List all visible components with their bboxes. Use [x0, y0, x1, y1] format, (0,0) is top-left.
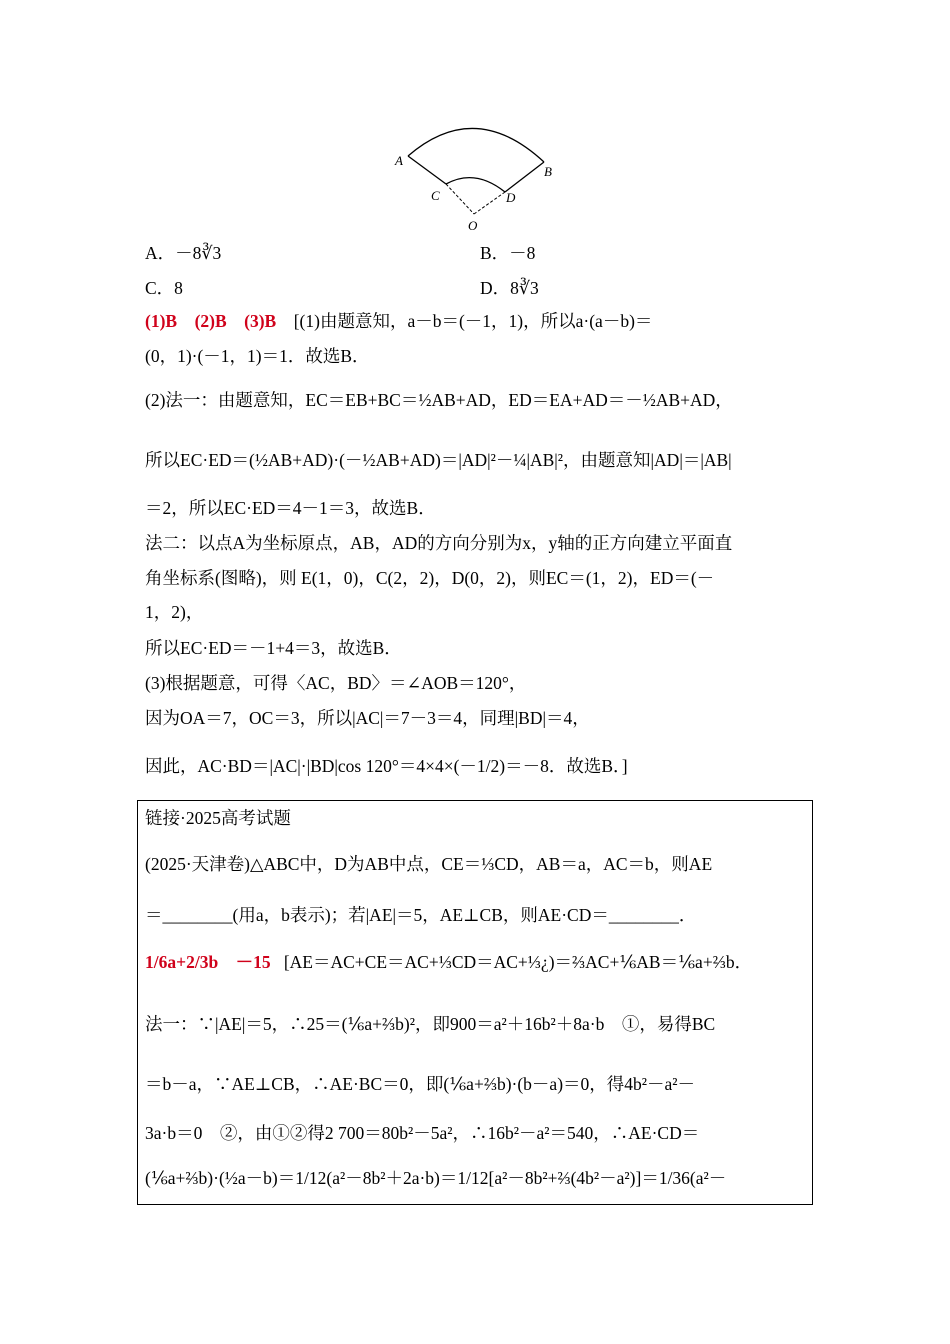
label-C: C — [431, 188, 440, 203]
segment-DO — [474, 192, 505, 214]
answer-line-5: ＝2，所以EC·ED＝4－1＝3，故选B． — [145, 498, 436, 518]
box-solution-2: 法一：∵|AE|＝5，∴25＝(⅙a+⅔b)²，即900＝a²＋16b²＋8a·b ①，易得BC — [145, 1014, 716, 1034]
option-b: B．－8 — [480, 243, 536, 263]
box-title: 链接·2025高考试题 — [145, 808, 291, 828]
box-answer: 1/6a+2/3b －15 — [145, 952, 271, 972]
box-solution-5: (⅙a+⅔b)·(½a－b)＝1/12(a²－8b²＋2a·b)＝1/12[a²－8b²+⅔(4b²－a²)]＝1/36(a²－ — [145, 1168, 727, 1188]
box-question-1: (2025·天津卷)△ABC中，D为AB中点，CE＝⅓CD，AB＝a，AC＝b，则AE — [145, 854, 713, 874]
option-a: A．－8∛3 — [145, 243, 222, 263]
inner-arc — [446, 178, 505, 192]
answer-tag-3: (3)B — [244, 311, 277, 331]
label-B: B — [544, 164, 552, 179]
answer-line-10: (3)根据题意，可得〈AC，BD〉＝∠AOB＝120°， — [145, 673, 527, 693]
answer-line-4: 所以EC·ED＝(½AB+AD)·(－½AB+AD)＝|AD|²－¼|AB|²，由题意知|AD|＝|AB| — [145, 450, 732, 470]
option-d: D．8∛3 — [480, 278, 539, 298]
segment-DB — [505, 162, 544, 192]
answer-line-1 — [145, 309, 652, 333]
answer-line-11: 因为OA＝7，OC＝3，所以|AC|＝7－3＝4，同理|BD|＝4， — [145, 708, 590, 728]
box-solution-1-text: [AE＝AC+CE＝AC+⅓CD＝AC+⅓¿)＝⅔AC+⅙AB＝⅙a+⅔b． — [283, 952, 753, 972]
outer-arc — [408, 128, 544, 162]
answer-line-12: 因此，AC·BD＝|AC|·|BD|cos 120°＝4×4×(－1/2)＝－8．故选B．] — [145, 756, 628, 776]
box-solution-1 — [145, 950, 752, 974]
segment-CO — [446, 184, 474, 214]
option-c: C．8 — [145, 278, 183, 298]
answer-line-9: 所以EC·ED＝－1+4＝3，故选B． — [145, 638, 402, 658]
segment-AC — [408, 156, 446, 184]
answer-text-1: [(1)由题意知，a－b＝(－1，1)，所以a·(a－b)＝ — [293, 311, 653, 331]
answer-line-8: 1，2)， — [145, 602, 204, 622]
answer-tag-2: (2)B — [194, 311, 227, 331]
label-D: D — [506, 190, 516, 205]
box-question-2: ＝________(用a，b表示)；若|AE|＝5，AE⊥CB，则AE·CD＝________． — [145, 905, 697, 925]
answer-line-7: 角坐标系(图略)，则 E(1，0)，C(2，2)，D(0，2)，则EC＝(1，2)，ED＝(－ — [145, 568, 715, 588]
answer-line-2: (0，1)·(－1，1)＝1．故选B． — [145, 346, 370, 366]
box-solution-3: ＝b－a，∵AE⊥CB，∴AE·BC＝0，即(⅙a+⅔b)·(b－a)＝0，得4b²－a²－ — [145, 1074, 696, 1094]
answer-tag-1: (1)B — [145, 311, 178, 331]
answer-line-3: (2)法一：由题意知，EC＝EB+BC＝½AB+AD，ED＝EA+AD＝－½AB+AD， — [145, 390, 733, 410]
label-A: A — [395, 153, 403, 168]
label-O: O — [468, 218, 478, 233]
box-solution-4: 3a·b＝0 ②，由①②得2 700＝80b²－5a²，∴16b²－a²＝540，∴AE·CD＝ — [145, 1123, 700, 1143]
sector-figure — [380, 118, 570, 236]
answer-line-6: 法二：以点A为坐标原点，AB，AD的方向分别为x，y轴的正方向建立平面直 — [145, 533, 733, 553]
